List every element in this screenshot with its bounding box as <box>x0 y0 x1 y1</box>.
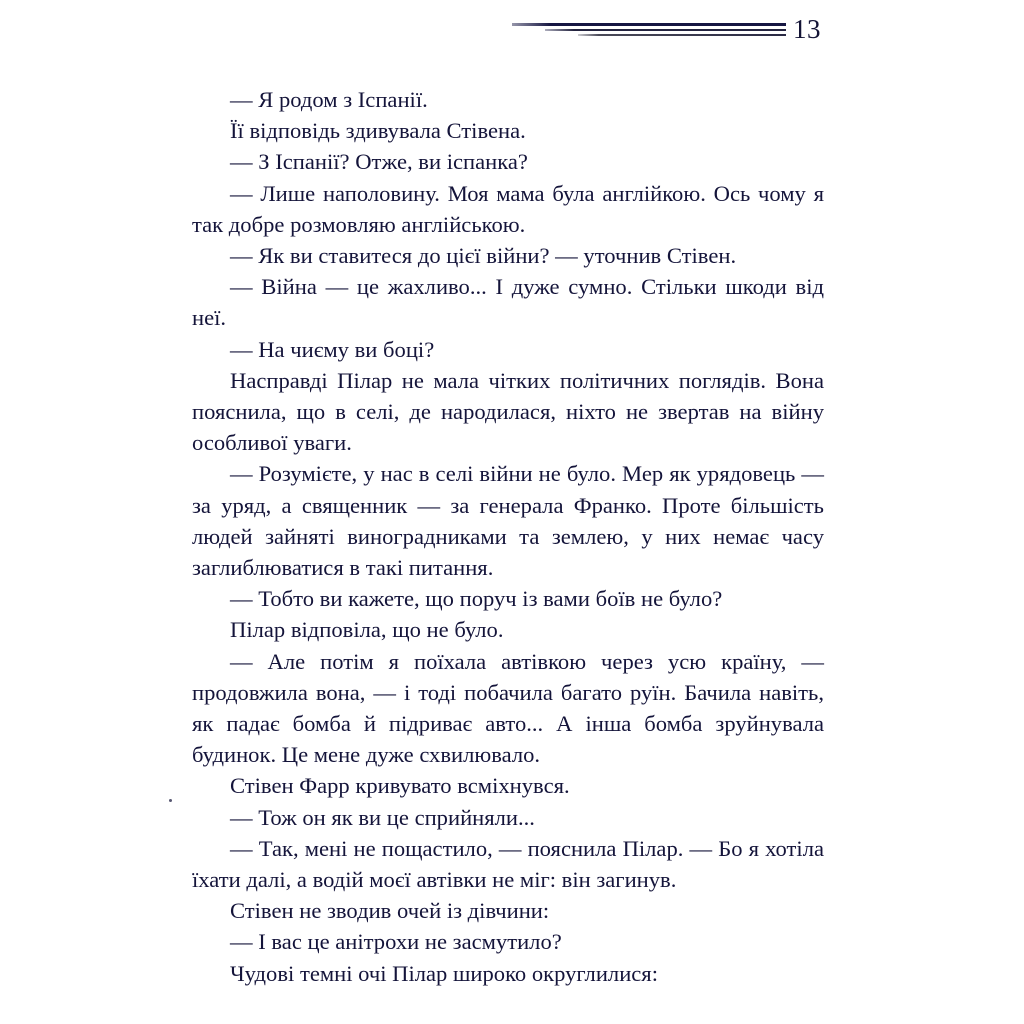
body-text <box>192 84 830 989</box>
paragraph-narration: Насправді Пілар не мала чітких політичних поглядів. Вона пояснила, що в селі, де народилася, ніхто не звертав на війну особливої уваги. <box>192 367 830 456</box>
rule-line-middle <box>545 29 786 31</box>
decorative-rule-icon <box>0 0 1024 40</box>
paragraph-narration: Чудові темні очі Пілар широко округлилися: <box>230 960 658 986</box>
paragraph-narration: Її відповідь здивувала Стівена. <box>230 118 526 144</box>
paragraph-dialogue: — Розумієте, у нас в селі війни не було. Мер як урядовець — за уряд, а священник — за генерала Франко. Проте більшість людей зайняті виноградниками та землею, у них немає часу заглиблюватися в такі питання. <box>192 461 830 581</box>
paragraph-dialogue: — Я родом з Іспанії. <box>230 87 428 112</box>
paragraph-narration: Пілар відповіла, що не було. <box>230 617 504 643</box>
paragraph-dialogue: — Війна — це жахливо... І дуже сумно. Стільки шкоди від неї. <box>192 274 830 331</box>
running-head <box>0 0 1024 60</box>
paragraph-dialogue: — Лише наполовину. Моя мама була англійкою. Ось чому я так добре розмовляю англійською. <box>192 180 830 237</box>
paragraph-dialogue: — Тобто ви кажете, що поруч із вами боїв не було? <box>230 586 723 612</box>
paragraph-dialogue: — Але потім я поїхала автівкою через усю країну, — продовжила вона, — і тоді побачила багато руїн. Бачила навіть, як падає бомба й підриває авто... А інша бомба зруйнувала будинок. Це мене дуже схвилювало. <box>192 648 830 768</box>
paragraph-narration: Стівен не зводив очей із дівчини: <box>230 898 550 924</box>
paragraph-dialogue: — Як ви ставитеся до цієї війни? — уточнив Стівен. <box>230 243 737 269</box>
paragraph-dialogue: — З Іспанії? Отже, ви іспанка? <box>230 149 528 175</box>
rule-line-bottom <box>578 34 786 36</box>
scan-speck <box>169 799 172 802</box>
rule-line-top <box>512 23 786 26</box>
page-number: 13 <box>793 14 821 44</box>
paragraph-dialogue: — І вас це анітрохи не засмутило? <box>230 929 562 955</box>
paragraph-dialogue: — Так, мені не пощастило, — пояснила Пілар. — Бо я хотіла їхати далі, а водій моєї автівки не міг: він загинув. <box>192 835 830 893</box>
paragraph-narration: Стівен Фарр кривувато всміхнувся. <box>230 773 570 799</box>
paragraph-dialogue: — Тож он як ви це сприйняли... <box>230 804 535 830</box>
paragraph-dialogue: — На чиєму ви боці? <box>230 336 435 362</box>
